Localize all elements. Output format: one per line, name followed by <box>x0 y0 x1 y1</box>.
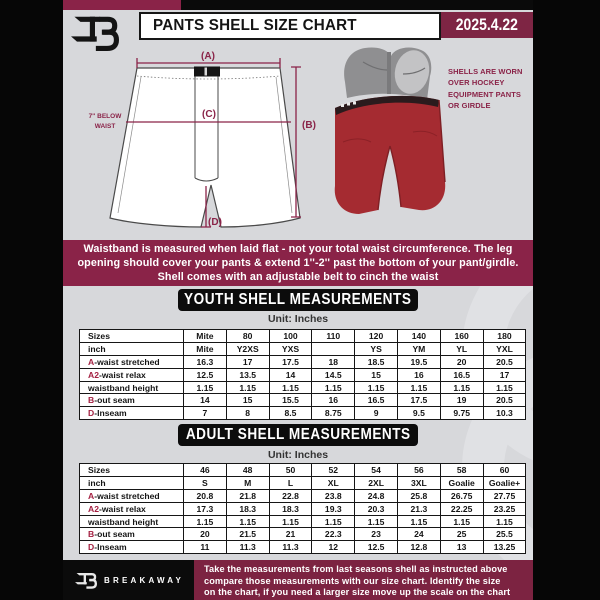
value-cell: 24.8 <box>355 489 398 502</box>
value-cell: 100 <box>269 330 312 343</box>
value-cell: YS <box>355 342 398 355</box>
value-cell: 19 <box>440 394 483 407</box>
row-label: waistband height <box>80 515 184 528</box>
table-row <box>80 515 526 528</box>
value-cell: 1.15 <box>312 515 355 528</box>
value-cell: 21 <box>269 528 312 541</box>
value-cell: 21.3 <box>397 502 440 515</box>
value-cell: 8.75 <box>312 407 355 420</box>
value-cell: 1.15 <box>397 381 440 394</box>
row-label: D-Inseam <box>80 541 184 554</box>
row-label: A2-waist relax <box>80 502 184 515</box>
shell-note-line: OR GIRDLE <box>448 100 491 110</box>
table-row <box>80 368 526 381</box>
value-cell: 3XL <box>397 476 440 489</box>
table-row <box>80 541 526 554</box>
value-cell: 24 <box>397 528 440 541</box>
value-cell: 20 <box>440 355 483 368</box>
row-label-prefix: D <box>88 408 95 419</box>
date-text: 2025.4.22 <box>455 15 519 34</box>
value-cell: 26.75 <box>440 489 483 502</box>
value-cell: 160 <box>440 330 483 343</box>
table-row <box>80 355 526 368</box>
row-label-prefix: D <box>88 542 95 553</box>
value-cell: 16.5 <box>440 368 483 381</box>
value-cell: 1.15 <box>184 381 227 394</box>
value-cell: 1.15 <box>355 515 398 528</box>
footer-brand-block <box>63 560 194 600</box>
footer-line: Take the measurements from last seasons shell as instructed above <box>204 564 508 574</box>
value-cell: Mite <box>184 342 227 355</box>
adult-section-title <box>178 424 418 446</box>
shell-note-line: SHELLS ARE WORN <box>448 67 523 76</box>
value-cell: 60 <box>483 464 526 477</box>
adult-unit-label: Unit: Inches <box>267 449 329 461</box>
value-cell <box>312 342 355 355</box>
value-cell: 50 <box>269 464 312 477</box>
value-cell: 13 <box>440 541 483 554</box>
value-cell: YM <box>397 342 440 355</box>
value-cell: 58 <box>440 464 483 477</box>
value-cell: YXS <box>269 342 312 355</box>
label-b: (B) <box>302 120 316 131</box>
value-cell: 22.25 <box>440 502 483 515</box>
value-cell: 120 <box>355 330 398 343</box>
waist-note <box>79 112 131 132</box>
value-cell: 54 <box>355 464 398 477</box>
value-cell: 23 <box>355 528 398 541</box>
youth-unit-label: Unit: Inches <box>267 313 329 325</box>
table-row <box>80 476 526 489</box>
value-cell: 140 <box>397 330 440 343</box>
youth-measurements-table <box>79 329 526 420</box>
table-row <box>80 502 526 515</box>
value-cell: 12.5 <box>184 368 227 381</box>
waist-note-line: WAIST <box>94 123 116 131</box>
value-cell: 15.5 <box>269 394 312 407</box>
value-cell: 16 <box>312 394 355 407</box>
value-cell: 11.3 <box>226 541 269 554</box>
label-c: (C) <box>202 109 216 120</box>
value-cell: 17.3 <box>184 502 227 515</box>
value-cell: 23.25 <box>483 502 526 515</box>
value-cell: L <box>269 476 312 489</box>
table-row <box>80 394 526 407</box>
value-cell: 25 <box>440 528 483 541</box>
top-strip-accent <box>63 0 181 10</box>
value-cell: 11.3 <box>269 541 312 554</box>
shell-note <box>448 66 533 111</box>
value-cell: YXL <box>483 342 526 355</box>
value-cell: S <box>184 476 227 489</box>
value-cell: 80 <box>226 330 269 343</box>
value-cell: 14 <box>269 368 312 381</box>
value-cell: 1.15 <box>355 381 398 394</box>
pant-shell <box>335 96 445 214</box>
value-cell: 11 <box>184 541 227 554</box>
table-row <box>80 342 526 355</box>
value-cell: 16.3 <box>184 355 227 368</box>
table-row <box>80 489 526 502</box>
value-cell: 1.15 <box>184 515 227 528</box>
value-cell: 20.3 <box>355 502 398 515</box>
row-label-prefix: A2 <box>88 503 99 514</box>
adult-title-text: ADULT SHELL MEASUREMENTS <box>185 426 411 443</box>
table-row <box>80 407 526 420</box>
footer-instructions <box>194 560 533 600</box>
value-cell: 25.8 <box>397 489 440 502</box>
row-label: A-waist stretched <box>80 355 184 368</box>
value-cell: 13.5 <box>226 368 269 381</box>
value-cell: Mite <box>184 330 227 343</box>
value-cell: 52 <box>312 464 355 477</box>
value-cell: 21.8 <box>226 489 269 502</box>
value-cell: 9.5 <box>397 407 440 420</box>
value-cell: 22.8 <box>269 489 312 502</box>
value-cell: 19.3 <box>312 502 355 515</box>
value-cell: 1.15 <box>312 381 355 394</box>
page-title: PANTS SHELL SIZE CHART <box>153 17 357 34</box>
shell-note-line: EQUIPMENT PANTS <box>448 89 522 99</box>
page <box>63 0 533 600</box>
row-label: inch <box>80 476 184 489</box>
value-cell: 12.5 <box>355 541 398 554</box>
value-cell: Goalie <box>440 476 483 489</box>
row-label-prefix: A <box>88 356 95 367</box>
value-cell: 1.15 <box>440 381 483 394</box>
table-row <box>80 528 526 541</box>
row-label: Sizes <box>80 464 184 477</box>
value-cell: 18.5 <box>355 355 398 368</box>
value-cell: 16 <box>397 368 440 381</box>
value-cell: 18.3 <box>269 502 312 515</box>
value-cell: 20.5 <box>483 394 526 407</box>
value-cell: 20.8 <box>184 489 227 502</box>
value-cell: 22.3 <box>312 528 355 541</box>
value-cell: 1.15 <box>269 381 312 394</box>
breakaway-logo-icon <box>71 11 119 55</box>
value-cell: Y2XS <box>226 342 269 355</box>
value-cell: 13.25 <box>483 541 526 554</box>
shell-note-line: OVER HOCKEY <box>448 78 505 88</box>
row-label: Sizes <box>80 330 184 343</box>
value-cell: Goalie+ <box>483 476 526 489</box>
value-cell: 14.5 <box>312 368 355 381</box>
value-cell: 20 <box>184 528 227 541</box>
row-label: A2-waist relax <box>80 368 184 381</box>
value-cell: 1.15 <box>226 515 269 528</box>
footer-line: on the chart, if you need a larger size move up the scale on the chart <box>204 587 511 598</box>
value-cell: 9.75 <box>440 407 483 420</box>
value-cell: 15 <box>355 368 398 381</box>
value-cell: 180 <box>483 330 526 343</box>
row-label: waistband height <box>80 381 184 394</box>
value-cell: 48 <box>226 464 269 477</box>
adult-measurements-table <box>79 463 526 554</box>
value-cell: 1.15 <box>483 515 526 528</box>
row-label-prefix: A <box>88 490 95 501</box>
value-cell: 46 <box>184 464 227 477</box>
value-cell: 15 <box>226 394 269 407</box>
value-cell: 9 <box>355 407 398 420</box>
value-cell: YL <box>440 342 483 355</box>
table-row <box>80 381 526 394</box>
value-cell: XL <box>312 476 355 489</box>
value-cell: 12 <box>312 541 355 554</box>
table-row <box>80 464 526 477</box>
value-cell: 17.5 <box>397 394 440 407</box>
value-cell: 1.15 <box>483 381 526 394</box>
value-cell: 10.3 <box>483 407 526 420</box>
value-cell: M <box>226 476 269 489</box>
row-label-prefix: A2 <box>88 369 99 380</box>
value-cell: 12.8 <box>397 541 440 554</box>
row-label-prefix: B <box>88 529 95 540</box>
table-row <box>80 330 526 343</box>
footer-line: compare those measurements with our size chart. Identify the size <box>204 575 501 586</box>
value-cell: 18.3 <box>226 502 269 515</box>
date-badge <box>441 12 533 38</box>
value-cell: 1.15 <box>440 515 483 528</box>
value-cell: 27.75 <box>483 489 526 502</box>
value-cell: 23.8 <box>312 489 355 502</box>
callout-line: opening should cover your pants & extend 1''-2'' past the bottom of your pant/girdle. <box>77 256 519 269</box>
row-label: B-out seam <box>80 528 184 541</box>
row-label-prefix: B <box>88 395 95 406</box>
value-cell: 2XL <box>355 476 398 489</box>
top-strip <box>63 0 533 10</box>
value-cell: 56 <box>397 464 440 477</box>
measurement-callout <box>63 240 533 286</box>
row-label: D-Inseam <box>80 407 184 420</box>
value-cell: 110 <box>312 330 355 343</box>
value-cell: 1.15 <box>397 515 440 528</box>
callout-line: Shell comes with an adjustable belt to cinch the waist <box>157 271 439 284</box>
footer-brand-text: BREAKAWAY <box>104 575 185 585</box>
value-cell: 21.5 <box>226 528 269 541</box>
label-a: (A) <box>201 51 215 62</box>
value-cell: 18 <box>312 355 355 368</box>
value-cell: 19.5 <box>397 355 440 368</box>
breakaway-footer-logo-icon <box>75 571 97 590</box>
value-cell: 17 <box>483 368 526 381</box>
value-cell: 1.15 <box>269 515 312 528</box>
label-d: (D) <box>208 217 222 228</box>
callout-line: Waistband is measured when laid flat - not your total waist circumference. The leg <box>83 242 513 255</box>
row-label: A-waist stretched <box>80 489 184 502</box>
value-cell: 7 <box>184 407 227 420</box>
value-cell: 8 <box>226 407 269 420</box>
youth-section-title <box>178 289 418 311</box>
value-cell: 8.5 <box>269 407 312 420</box>
page-title-box <box>139 12 441 40</box>
value-cell: 1.15 <box>226 381 269 394</box>
value-cell: 17.5 <box>269 355 312 368</box>
value-cell: 16.5 <box>355 394 398 407</box>
value-cell: 14 <box>184 394 227 407</box>
shell-photo <box>333 42 448 227</box>
pants-diagram <box>93 50 323 240</box>
value-cell: 25.5 <box>483 528 526 541</box>
youth-title-text: YOUTH SHELL MEASUREMENTS <box>184 291 412 308</box>
waist-note-line: 7'' BELOW <box>88 113 122 120</box>
row-label: inch <box>80 342 184 355</box>
value-cell: 17 <box>226 355 269 368</box>
value-cell: 20.5 <box>483 355 526 368</box>
row-label: B-out seam <box>80 394 184 407</box>
